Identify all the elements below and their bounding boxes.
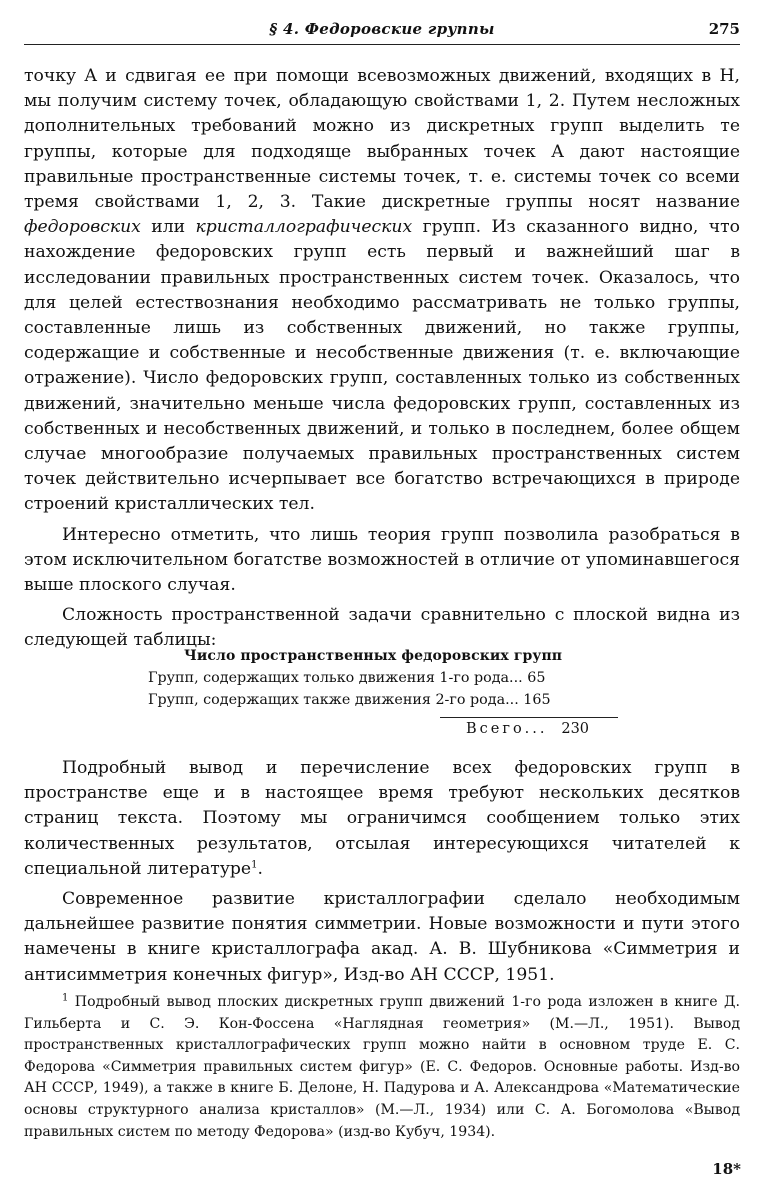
table-total: [466, 721, 589, 737]
footnote-text: [24, 992, 740, 1143]
footnote-reference[interactable]: 1: [251, 859, 258, 871]
page-number: 275: [708, 20, 740, 38]
table-row: Групп, содержащих только движения 1-го рода... 65: [148, 670, 546, 686]
paragraph-4-end: .: [257, 858, 263, 879]
term-crystallographic: кристаллографических: [195, 217, 413, 238]
header-title: § 4. Федоровские группы: [269, 20, 495, 38]
running-header: [24, 14, 740, 45]
paragraph-1: [24, 64, 740, 518]
table-total-label: Всего...: [466, 721, 548, 737]
paragraph-4: [24, 756, 740, 882]
paragraph-5: Современное развитие кристаллографии сделало необходимым дальнейшее развитие понятия симметрии. Новые возможности и пути этого намечены в книге кристаллографа акад. А. В. Шубникова «Симметрия и антисимметрия конечных фигур», Изд-во АН СССР, 1951.: [24, 889, 740, 985]
signature-mark: 18*: [712, 1160, 741, 1178]
paragraph-4-text: Подробный вывод и перечисление всех федоровских групп в пространстве еще и в настоящее время требуют нескольких десятков страниц текста. Поэтому мы ограничимся сообщением только этих количественных результатов, отсылая интересующихся читателей к специальной литературе: [24, 758, 740, 879]
table-title: Число пространственных федоровских групп: [184, 648, 563, 664]
paragraph-1-part-b: или: [140, 217, 196, 238]
term-fedorov: федоровских: [24, 217, 141, 238]
footnote: [24, 992, 740, 1143]
main-text-top: [24, 64, 740, 654]
main-text-bottom: [24, 756, 740, 988]
paragraph-3: Сложность пространственной задачи сравнительно с плоской видна из следующей таблицы:: [24, 605, 740, 651]
footnote-body: Подробный вывод плоских дискретных групп движений 1-го рода изложен в книге Д. Гильберта и С. Э. Кон-Фоссена «Наглядная геометрия» (М.—Л., 1951). Вывод пространственных кристаллографических групп можно найти в основном труде Е. С. Федорова «Симметрия правильных систем фигур» (Е. С. Федоров. Основные работы. Изд-во АН СССР, 1949), а также в книге Б. Делоне, Н. Падурова и А. Александрова «Математические основы структурного анализа кристаллов» (М.—Л., 1934) или С. А. Богомолова «Вывод правильных систем по методу Федорова» (изд-во Кубуч, 1934).: [24, 994, 740, 1140]
footnote-mark: 1: [62, 992, 69, 1004]
paragraph-2: Интересно отметить, что лишь теория групп позволила разобраться в этом исключительном богатстве возможностей в отличие от упоминавшегося выше плоского случая.: [24, 524, 740, 596]
paragraph-1-part-a: точку A и сдвигая ее при помощи всевозможных движений, входящих в H, мы получим систему точек, обладающую свойствами 1, 2. Путем несложных дополнительных требований можно из дискретных групп выделить те группы, которые для подходяще выбранных точек A дают настоящие правильные пространственные системы точек, т. е. системы точек со всеми тремя свойствами 1, 2, 3. Такие дискретные группы носят название: [24, 66, 740, 213]
table-total-value: 230: [561, 721, 590, 737]
table-total-rule: [440, 717, 618, 718]
paragraph-1-part-c: групп. Из сказанного видно, что нахождение федоровских групп есть первый и важнейший шаг в исследовании правильных пространственных систем точек. Оказалось, что для целей естествознания необходимо рассматривать не только группы, составленные лишь из собственных движений, но также группы, содержащие и собственные и несобственные движения (т. е. включающие отражение). Число федоровских групп, составленных только из собственных движений, значительно меньше числа федоровских групп, составленных из собственных и несобственных движений, и только в последнем, более общем случае многообразие получаемых правильных пространственных систем точек действительно исчерпывает все богатство встречающихся в природе строений кристаллических тел.: [24, 217, 740, 515]
table-row: Групп, содержащих также движения 2-го рода... 165: [148, 692, 551, 708]
